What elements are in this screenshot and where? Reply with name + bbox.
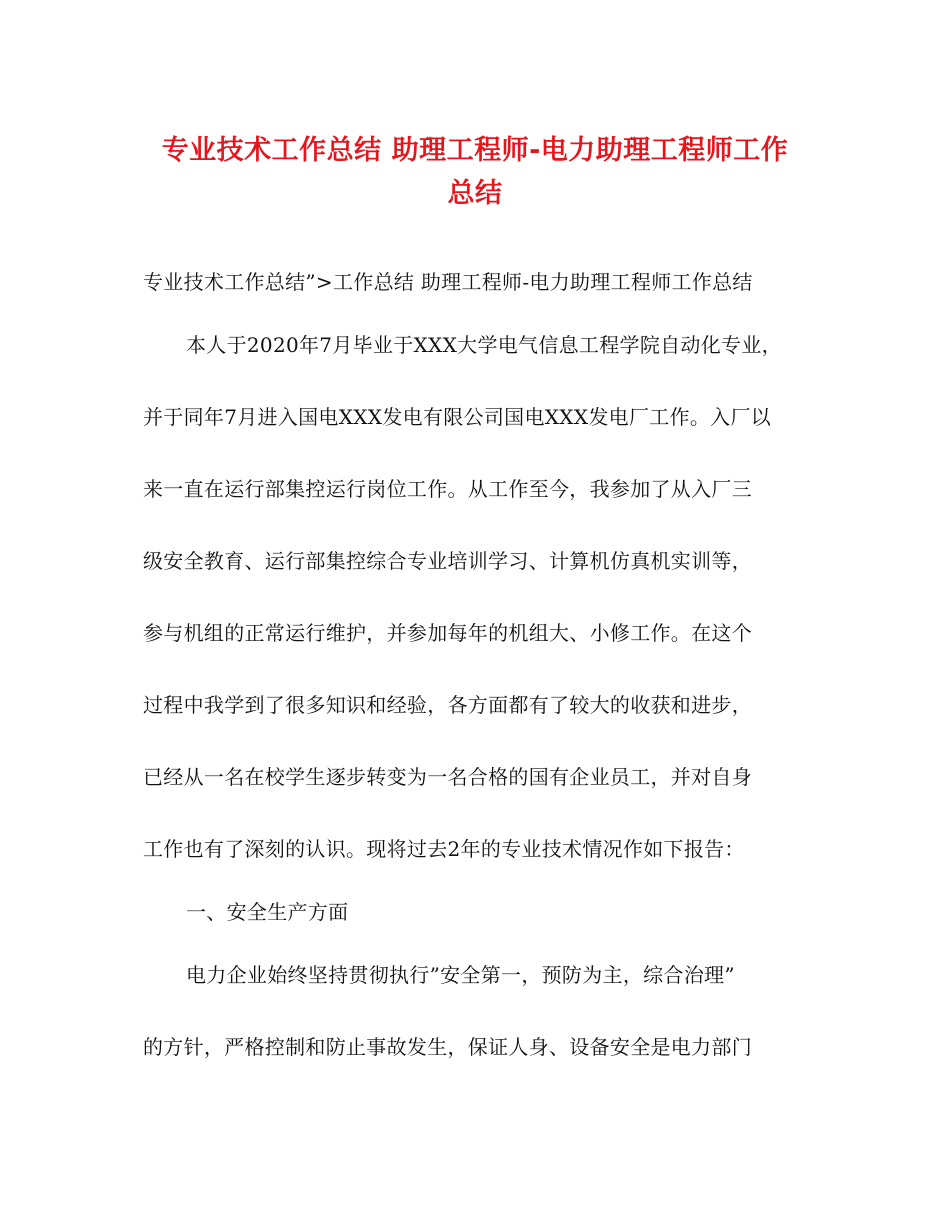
paragraph-line: 参与机组的正常运行维护，并参加每年的机组大、小修工作。在这个: [143, 621, 752, 645]
document-title-line-2: 总结: [447, 178, 503, 209]
paragraph-line: 电力企业始终坚持贯彻执行”安全第一，预防为主，综合治理”: [186, 963, 735, 987]
document-title-line-1: 专业技术工作总结 助理工程师-电力助理工程师工作: [161, 135, 789, 166]
source-line: 专业技术工作总结”>工作总结 助理工程师-电力助理工程师工作总结: [143, 270, 753, 294]
paragraph-line: 来一直在运行部集控运行岗位工作。从工作至今，我参加了从入厂三: [143, 477, 752, 501]
paragraph-line: 本人于2020年7月毕业于XXX大学电气信息工程学院自动化专业，: [186, 333, 782, 357]
paragraph-line: 级安全教育、运行部集控综合专业培训学习、计算机仿真机实训等，: [143, 549, 752, 573]
section-heading: 一、安全生产方面: [186, 900, 349, 924]
paragraph-line: 并于同年7月进入国电XXX发电有限公司国电XXX发电厂工作。入厂以: [143, 405, 772, 429]
paragraph-line: 的方针，严格控制和防止事故发生，保证人身、设备安全是电力部门: [143, 1035, 752, 1059]
paragraph-line: 工作也有了深刻的认识。现将过去2年的专业技术情况作如下报告：: [143, 837, 745, 861]
paragraph-line: 过程中我学到了很多知识和经验，各方面都有了较大的收获和进步，: [143, 693, 752, 717]
paragraph-line: 已经从一名在校学生逐步转变为一名合格的国有企业员工，并对自身: [143, 765, 752, 789]
